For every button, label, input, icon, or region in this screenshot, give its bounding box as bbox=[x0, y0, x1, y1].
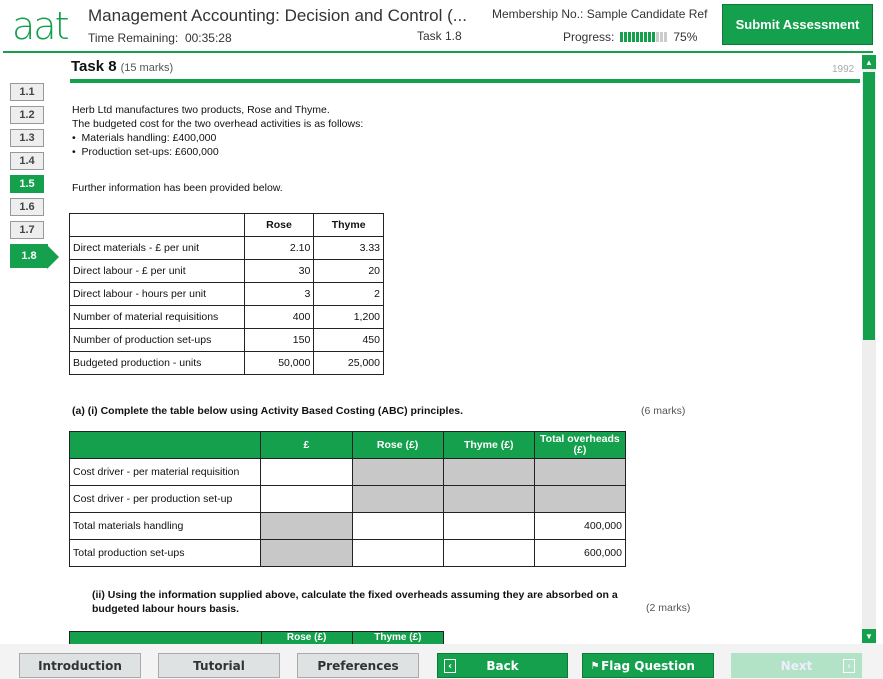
row-label: Total materials handling bbox=[70, 513, 261, 540]
task-marks: (15 marks) bbox=[120, 62, 174, 74]
progress-segment bbox=[664, 32, 667, 42]
disabled-cell bbox=[443, 486, 534, 513]
progress-segment bbox=[660, 32, 663, 42]
disabled-cell bbox=[352, 459, 443, 486]
tab-task-1-5[interactable]: 1.5 bbox=[10, 175, 44, 193]
table-cell: 3 bbox=[244, 283, 314, 306]
table-cell: 2.10 bbox=[244, 237, 314, 260]
progress-label: Progress: bbox=[563, 30, 615, 44]
answer-input[interactable] bbox=[352, 540, 443, 567]
progress-bar bbox=[620, 32, 667, 42]
table-header-row bbox=[70, 632, 444, 645]
total-cell: 400,000 bbox=[534, 513, 625, 540]
column-header: Rose (£) bbox=[261, 632, 352, 645]
row-label: Total production set-ups bbox=[70, 540, 261, 567]
column-header: Rose bbox=[244, 214, 314, 237]
time-remaining bbox=[88, 31, 232, 45]
progress-segment bbox=[628, 32, 631, 42]
column-header: Rose (£) bbox=[352, 432, 443, 459]
table-cell: 20 bbox=[314, 260, 384, 283]
progress-segment bbox=[656, 32, 659, 42]
table-cell: Budgeted production - units bbox=[70, 352, 245, 375]
progress bbox=[563, 30, 697, 44]
row-label: Cost driver - per material requisition bbox=[70, 459, 261, 486]
scrollbar-thumb[interactable] bbox=[863, 72, 875, 340]
table-cell: 3.33 bbox=[314, 237, 384, 260]
progress-segment bbox=[644, 32, 647, 42]
time-value: 00:35:28 bbox=[184, 31, 232, 45]
progress-text: 75% bbox=[673, 30, 698, 44]
table-cell: 450 bbox=[314, 329, 384, 352]
intro-text bbox=[72, 103, 363, 159]
progress-segment bbox=[640, 32, 643, 42]
scroll-down-icon[interactable]: ▼ bbox=[862, 629, 876, 643]
column-header bbox=[70, 432, 261, 459]
table-cell: 400 bbox=[244, 306, 314, 329]
table-cell: 150 bbox=[244, 329, 314, 352]
table-cell: 2 bbox=[314, 283, 384, 306]
task-title bbox=[71, 58, 173, 75]
tab-task-1-8[interactable]: 1.8 bbox=[10, 244, 48, 268]
table-row bbox=[70, 459, 626, 486]
table-row bbox=[70, 540, 626, 567]
intro-line: The budgeted cost for the two overhead activities is as follows: bbox=[72, 118, 364, 130]
disabled-cell bbox=[352, 486, 443, 513]
answer-input[interactable] bbox=[261, 459, 352, 486]
answer-input[interactable] bbox=[443, 513, 534, 540]
table-header-row bbox=[70, 432, 626, 459]
part-a2-marks: (2 marks) bbox=[646, 602, 691, 614]
tab-task-1-7[interactable]: 1.7 bbox=[10, 221, 44, 239]
progress-segment bbox=[636, 32, 639, 42]
disabled-cell bbox=[261, 513, 352, 540]
aat-logo: aat bbox=[12, 4, 68, 48]
table-cell: Number of material requisitions bbox=[70, 306, 245, 329]
answer-input[interactable] bbox=[352, 513, 443, 540]
disabled-cell bbox=[534, 486, 625, 513]
tutorial-button[interactable]: Tutorial bbox=[158, 653, 280, 678]
flag-question-button[interactable] bbox=[582, 653, 714, 678]
progress-segment bbox=[632, 32, 635, 42]
tab-task-1-6[interactable]: 1.6 bbox=[10, 198, 44, 216]
table-row bbox=[70, 329, 384, 352]
tab-task-1-1[interactable]: 1.1 bbox=[10, 83, 44, 101]
table-row bbox=[70, 352, 384, 375]
next-button[interactable] bbox=[731, 653, 862, 678]
submit-assessment-button[interactable]: Submit Assessment bbox=[722, 4, 873, 45]
membership-number: Membership No.: Sample Candidate Ref bbox=[492, 7, 708, 21]
part-a2-question: (ii) Using the information supplied above, calculate the fixed overheads assuming they are absorbed on a budgeted labour hours basis. bbox=[92, 589, 618, 615]
table-cell: Direct materials - £ per unit bbox=[70, 237, 245, 260]
title-divider bbox=[70, 79, 860, 83]
assessment-title: Management Accounting: Decision and Control (... bbox=[88, 6, 467, 25]
table-cell: 30 bbox=[244, 260, 314, 283]
flag-icon: ⚑ bbox=[590, 660, 600, 672]
table-cell: 25,000 bbox=[314, 352, 384, 375]
task-title-text: Task 8 bbox=[71, 58, 117, 75]
tab-task-1-2[interactable]: 1.2 bbox=[10, 106, 44, 124]
table-row bbox=[70, 306, 384, 329]
bullet-text: Materials handling: £400,000 bbox=[81, 132, 217, 144]
total-cell: 600,000 bbox=[534, 540, 625, 567]
table-cell: Direct labour - £ per unit bbox=[70, 260, 245, 283]
table-row bbox=[70, 513, 626, 540]
task-number: Task 1.8 bbox=[417, 29, 462, 43]
table-cell: 1,200 bbox=[314, 306, 384, 329]
disabled-cell bbox=[261, 540, 352, 567]
progress-segment bbox=[624, 32, 627, 42]
bullet: • Materials handling: £400,000 bbox=[72, 132, 217, 144]
table-row bbox=[70, 237, 384, 260]
bullet: • Production set-ups: £600,000 bbox=[72, 146, 219, 158]
preferences-button[interactable]: Preferences bbox=[297, 653, 419, 678]
back-label: Back bbox=[486, 658, 519, 673]
column-header: Thyme (£) bbox=[443, 432, 534, 459]
abc-table bbox=[69, 431, 626, 567]
progress-segment bbox=[648, 32, 651, 42]
question-id: 1992 bbox=[832, 64, 855, 75]
intro-line: Herb Ltd manufactures two products, Rose and Thyme. bbox=[72, 104, 330, 116]
column-header: Thyme (£) bbox=[352, 632, 443, 645]
time-label: Time Remaining: bbox=[88, 31, 179, 45]
table-cell: Number of production set-ups bbox=[70, 329, 245, 352]
back-button[interactable] bbox=[437, 653, 568, 678]
scroll-up-icon[interactable]: ▲ bbox=[862, 55, 876, 69]
further-info: Further information has been provided below. bbox=[72, 182, 283, 194]
part-a-question: (a) (i) Complete the table below using Activity Based Costing (ABC) principles. bbox=[72, 405, 464, 417]
table-cell: 50,000 bbox=[244, 352, 314, 375]
answer-input[interactable] bbox=[261, 486, 352, 513]
part-a-marks: (6 marks) bbox=[641, 405, 686, 417]
chevron-right-icon: › bbox=[843, 659, 855, 673]
column-header: Total overheads (£) bbox=[534, 432, 625, 459]
column-header: £ bbox=[261, 432, 352, 459]
info-table bbox=[69, 213, 384, 375]
chevron-left-icon: ‹ bbox=[444, 659, 456, 673]
disabled-cell bbox=[534, 459, 625, 486]
column-header: Thyme bbox=[314, 214, 384, 237]
header-divider bbox=[3, 51, 873, 53]
answer-input[interactable] bbox=[443, 540, 534, 567]
labour-hours-table bbox=[69, 631, 444, 645]
table-row bbox=[70, 283, 384, 306]
progress-segment bbox=[620, 32, 623, 42]
introduction-button[interactable]: Introduction bbox=[19, 653, 141, 678]
progress-segment bbox=[652, 32, 655, 42]
tab-task-1-3[interactable]: 1.3 bbox=[10, 129, 44, 147]
table-header-row bbox=[70, 214, 384, 237]
table-cell: Direct labour - hours per unit bbox=[70, 283, 245, 306]
next-label: Next bbox=[780, 658, 813, 673]
disabled-cell bbox=[443, 459, 534, 486]
table-row bbox=[70, 260, 384, 283]
row-label: Cost driver - per production set-up bbox=[70, 486, 261, 513]
flag-label: Flag Question bbox=[601, 658, 695, 673]
column-header bbox=[70, 214, 245, 237]
tab-task-1-4[interactable]: 1.4 bbox=[10, 152, 44, 170]
bullet-text: Production set-ups: £600,000 bbox=[81, 146, 219, 158]
column-header bbox=[70, 632, 262, 645]
table-row bbox=[70, 486, 626, 513]
